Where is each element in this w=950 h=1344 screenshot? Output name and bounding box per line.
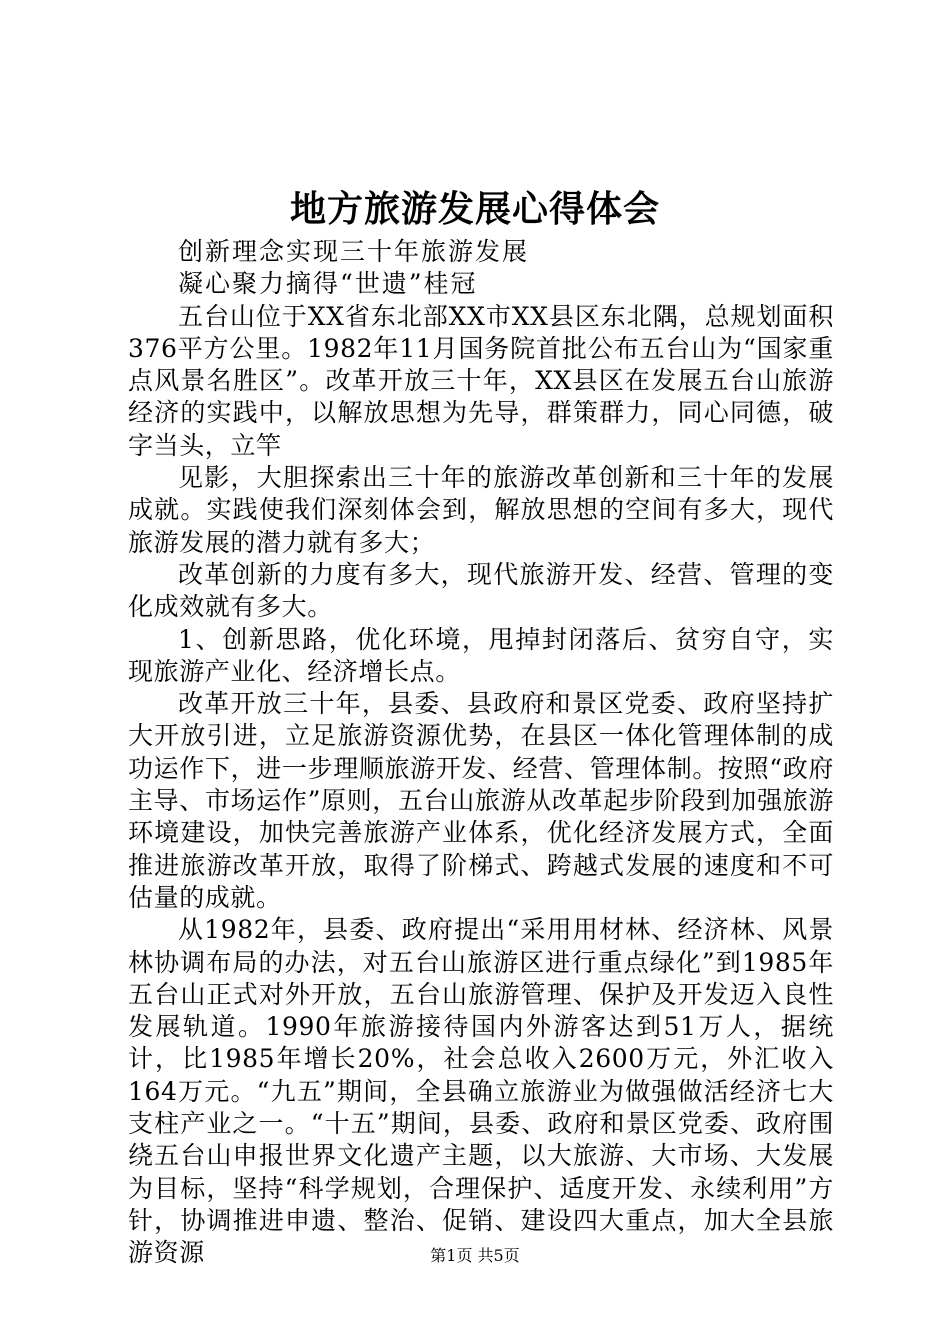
section-heading-paragraph: 1、创新思路，优化环境，甩掉封闭落后、贫穷自守，实现旅游产业化、经济增长点。 <box>128 624 834 686</box>
paragraph: 改革创新的力度有多大，现代旅游开发、经营、管理的变化成效就有多大。 <box>128 559 834 622</box>
subtitle-line-2: 凝心聚力摘得“世遗”桂冠 <box>178 269 478 299</box>
page-number-footer: 第1页 共5页 <box>430 1246 520 1265</box>
paragraph: 见影，大胆探索出三十年的旅游改革创新和三十年的发展成就。实践使我们深刻体会到，解放思想的空间有多大，现代旅游发展的潜力就有多大； <box>128 463 834 557</box>
document-title: 地方旅游发展心得体会 <box>289 188 660 230</box>
paragraph: 从1982年，县委、政府提出“采用用材林、经济林、风景林协调布局的办法，对五台山旅游区进行重点绿化”到1985年五台山正式对外开放，五台山旅游管理、保护及开发迈入良性发展轨道。1990年旅游接待国内外游客达到51万人，据统计，比1985年增长20%，社会总收入2600万元，外汇收入164万元。“九五”期间，全县确立旅游业为做强做活经济七大支柱产业之一。“十五”期间，县委、政府和景区党委、政府围绕五台山申报世界文化遗产主题，以大旅游、大市场、大发展为目标，坚持“科学规划，合理保护、适度开发、永续利用”方针，协调推进申遗、整治、促销、建设四大重点，加大全县旅游资源 <box>128 915 834 1268</box>
subtitle-line-1: 创新理念实现三十年旅游发展 <box>178 237 530 266</box>
paragraph: 改革开放三十年，县委、县政府和景区党委、政府坚持扩大开放引进，立足旅游资源优势，在县区一体化管理体制的成功运作下，进一步理顺旅游开发、经营、管理体制。按照“政府主导、市场运作”原则，五台山旅游从改革起步阶段到加强旅游环境建设，加快完善旅游产业体系，优化经济发展方式，全面推进旅游改革开放，取得了阶梯式、跨越式发展的速度和不可估量的成就。 <box>128 689 834 912</box>
document-body <box>128 236 834 1270</box>
paragraph: 五台山位于XX省东北部XX市XX县区东北隅，总规划面积376平方公里。1982年11月国务院首批公布五台山为“国家重点风景名胜区”。改革开放三十年，XX县区在发展五台山旅游经济的实践中，以解放思想为先导，群策群力，同心同德，破字当头，立竿 <box>128 301 834 460</box>
